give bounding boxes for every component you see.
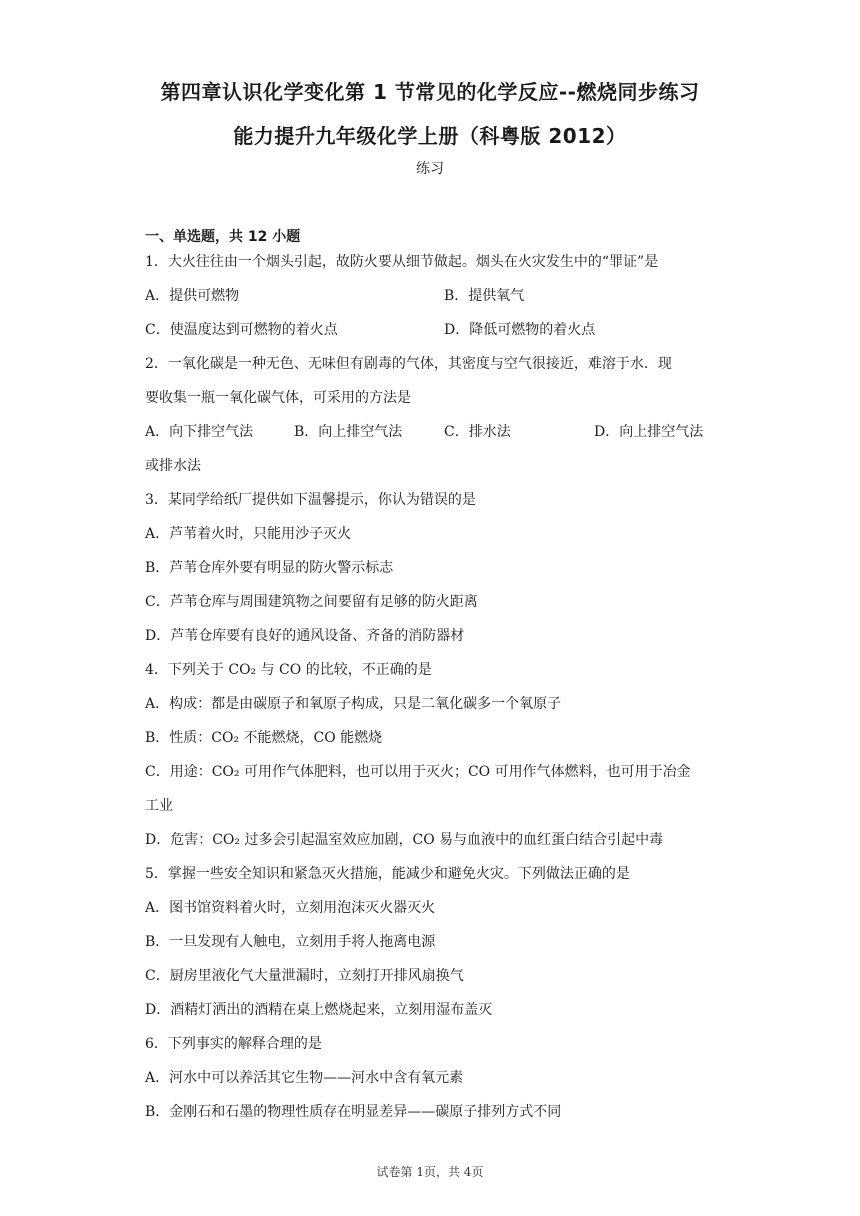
question-1-stem: 1．大火往往由一个烟头引起，故防火要从细节做起。烟头在火灾发生中的“罪证”是 (145, 254, 659, 270)
question-1-option-d: D．降低可燃物的着火点 (444, 322, 596, 338)
question-3-option-a: A．芦苇着火时，只能用沙子灭火 (145, 526, 352, 542)
question-3-option-c: C．芦苇仓库与周围建筑物之间要留有足够的防火距离 (145, 594, 478, 610)
question-5-stem: 5．掌握一些安全知识和紧急灭火措施，能减少和避免火灾。下列做法正确的是 (145, 866, 630, 882)
question-4-option-b: B．性质：CO₂ 不能燃烧，CO 能燃烧 (145, 730, 383, 746)
question-3-option-d: D．芦苇仓库要有良好的通风设备、齐备的消防器材 (145, 628, 465, 644)
question-2-option-a: A．向下排空气法 (145, 424, 254, 440)
question-3-stem: 3．某同学给纸厂提供如下温馨提示，你认为错误的是 (145, 492, 476, 508)
page-subtitle: 练习 (416, 161, 444, 177)
question-2-option-b: B．向上排空气法 (294, 424, 403, 440)
question-2-option-d: D．向上排空气法 (594, 424, 704, 440)
question-2-stem-line2: 要收集一瓶一氧化碳气体，可采用的方法是 (145, 390, 411, 406)
question-4-option-c: C．用途：CO₂ 可用作气体肥料，也可以用于灭火；CO 可用作气体燃料，也可用于冶金 (145, 764, 691, 780)
question-5-option-d: D．酒精灯洒出的酒精在桌上燃烧起来，立刻用湿布盖灭 (145, 1002, 493, 1018)
question-4-option-a: A．构成：都是由碳原子和氧原子构成，只是二氧化碳多一个氧原子 (145, 696, 562, 712)
question-3-option-b: B．芦苇仓库外要有明显的防火警示标志 (145, 560, 394, 576)
question-2-option-d-cont: 或排水法 (145, 458, 201, 474)
question-2-option-c: C．排水法 (444, 424, 511, 440)
question-6-option-b: B．金刚石和石墨的物理性质存在明显差异——碳原子排列方式不同 (145, 1104, 562, 1120)
question-5-option-a: A．图书馆资料着火时，立刻用泡沫灭火器灭火 (145, 900, 436, 916)
section-heading: 一、单选题，共 12 小题 (145, 229, 301, 245)
question-2-stem-line1: 2．一氧化碳是一种无色、无味但有剧毒的气体，其密度与空气很接近，难溶于水．现 (145, 356, 672, 372)
question-6-stem: 6．下列事实的解释合理的是 (145, 1036, 322, 1052)
page-title-line2: 能力提升九年级化学上册（科粤版 2012） (233, 124, 627, 148)
page-footer: 试卷第 1页，共 4页 (376, 1165, 484, 1179)
question-1-option-b: B．提供氧气 (444, 288, 525, 304)
question-4-stem: 4．下列关于 CO₂ 与 CO 的比较，不正确的是 (145, 662, 432, 678)
page-title-line1: 第四章认识化学变化第 1 节常见的化学反应--燃烧同步练习 (160, 80, 700, 104)
question-4-option-c-cont: 工业 (145, 798, 173, 814)
question-5-option-b: B．一旦发现有人触电，立刻用手将人拖离电源 (145, 934, 436, 950)
question-6-option-a: A．河水中可以养活其它生物——河水中含有氧元素 (145, 1070, 464, 1086)
question-5-option-c: C．厨房里液化气大量泄漏时，立刻打开排风扇换气 (145, 968, 464, 984)
question-1-option-a: A．提供可燃物 (145, 288, 240, 304)
question-4-option-d: D．危害：CO₂ 过多会引起温室效应加剧，CO 易与血液中的血红蛋白结合引起中毒 (145, 832, 664, 848)
question-1-option-c: C．使温度达到可燃物的着火点 (145, 322, 338, 338)
